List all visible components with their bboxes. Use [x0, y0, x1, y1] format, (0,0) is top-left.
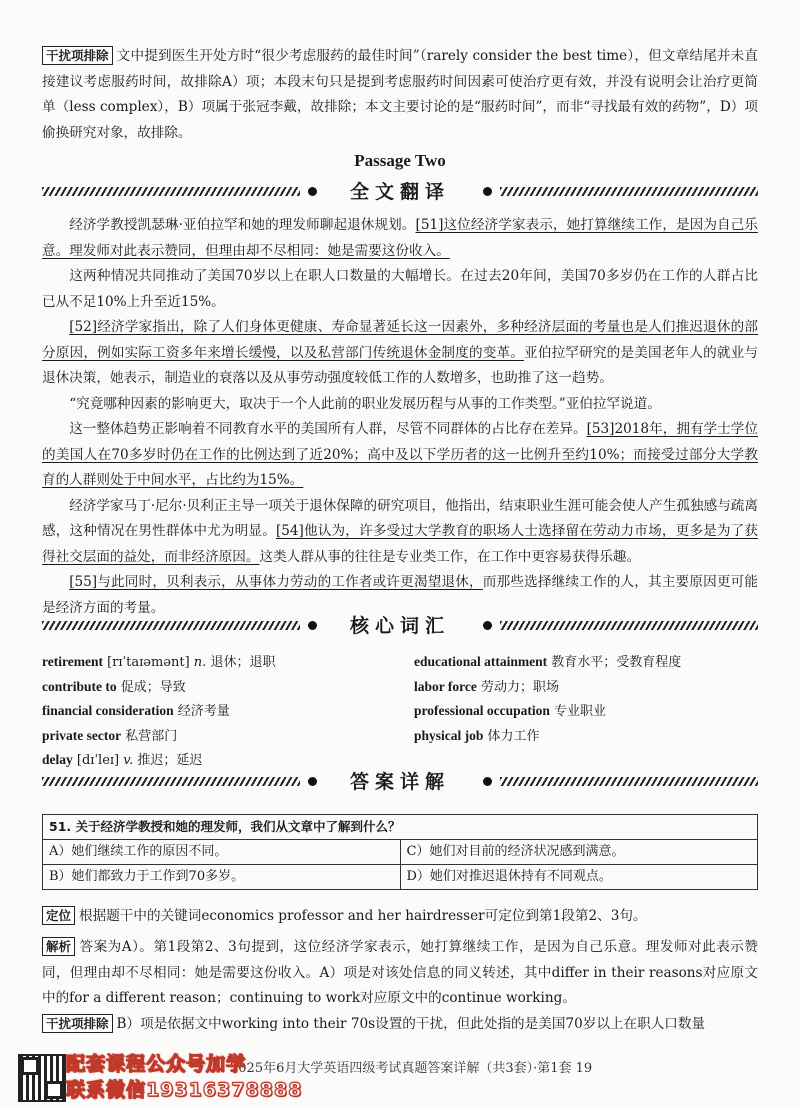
- footer: [0, 1054, 800, 1108]
- banner-hatch-right: [500, 187, 758, 196]
- distractor-paragraph: [42, 1012, 758, 1038]
- translation-paragraph: 经济学家马丁·尼尔·贝利正主导一项关于退休保障的研究项目，他指出，结束职业生涯可能会使人产生孤独感与疏离感，这种情况在男性群体中尤为明显。[54]他认为，许多受过大学教育的职场人士选择留在劳动力市场，更多是为了获得社交层面的益处，而非经济原因。这类人群从事的往往是专业类工作，在工作中更容易获得乐趣。: [42, 497, 758, 565]
- option-b: B）她们都致力于工作到70多岁。: [43, 865, 401, 890]
- vocab-item: physical job 体力工作: [414, 727, 540, 744]
- distractor-tag: 干扰项排除: [42, 46, 113, 65]
- vocab-item: educational attainment 教育水平；受教育程度: [414, 654, 682, 670]
- distractor-text: B）项是依据文中working into their 70s设置的干扰，但此处指的是美国70岁以上在职人口数量: [116, 1016, 706, 1032]
- vocab-item: private sector 私营部门: [42, 727, 178, 744]
- vocab-item: retirement [rɪˈtaɪəmənt] n. 退休；退职: [42, 654, 276, 670]
- banner-dot-icon: [308, 777, 317, 786]
- locate-tag: 定位: [42, 906, 75, 925]
- section-banner-vocab: [42, 611, 758, 641]
- section-title: 答案详解: [349, 771, 450, 793]
- intro-text: 文中提到医生开处方时“很少考虑服药的最佳时间”（rarely consider the best time），但文章结尾并未直接建议考虑服药时间，故排除A）项；本段末句只是提到考虑服药时间因素可使治疗更有效，并没有说明会让治疗更简单（less complex），B）项属于张冠李戴，故排除；本文主要讨论的是“服药时间”，而非“寻找最有效的药物”，D）项偷换研究对象，故排除。: [42, 48, 758, 141]
- translation-paragraph: 经济学教授凯瑟琳·亚伯拉罕和她的理发师聊起退休规划。[51]这位经济学家表示，她打算继续工作，是因为自己乐意。理发师对此表示赞同，但理由却不尽相同：她是需要这份收入。: [42, 217, 758, 259]
- banner-dot-icon: [308, 187, 317, 196]
- banner-hatch-left: [42, 187, 300, 196]
- section-title: 全文翻译: [349, 181, 450, 203]
- section-banner-translation: [42, 177, 758, 207]
- translation-body: [42, 213, 758, 621]
- promo-watermark: 配套课程公众号加学: [66, 1053, 247, 1075]
- translation-paragraph: [52]经济学家指出，除了人们身体更健康、寿命显著延长这一因素外，多种经济层面的考量也是人们推迟退休的部分原因，例如实际工资多年来增长缓慢，以及私营部门传统退休金制度的变革。亚伯拉罕研究的是美国老年人的就业与退休决策，她表示，制造业的衰落以及从事劳动强度较低工作的人数增多，也助推了这一趋势。: [42, 319, 759, 386]
- banner-dot-icon: [483, 777, 492, 786]
- vocab-item: delay [dɪˈleɪ] v. 推迟；延迟: [42, 752, 203, 768]
- translation-paragraph: 这两种情况共同推动了美国70岁以上在职人口数量的大幅增长。在过去20年间，美国70多岁仍在工作的人群占比已从不足10%上升至近15%。: [42, 268, 758, 310]
- vocab-item: financial consideration 经济考量: [42, 703, 230, 719]
- vocab-column-right: [414, 650, 758, 748]
- analysis-paragraph: [42, 935, 758, 1012]
- option-d: D）她们对推迟退休持有不同观点。: [400, 865, 758, 890]
- option-a: A）她们继续工作的原因不同。: [43, 840, 401, 865]
- section-title: 核心词汇: [349, 615, 450, 637]
- option-c: C）她们对目前的经济状况感到满意。: [400, 840, 758, 865]
- translation-paragraph: 这一整体趋势正影响着不同教育水平的美国所有人群，尽管不同群体的占比存在差异。[53]2018年，拥有学士学位的美国人在70多岁时仍在工作的比例达到了近20%；高中及以下学历者的这一比例升至约10%；而接受过部分大学教育的人群则处于中间水平，占比约为15%。: [42, 421, 759, 488]
- banner-hatch-right: [500, 621, 758, 630]
- intro-paragraph: [42, 44, 758, 146]
- translation-paragraph: “究竟哪种因素的影响更大，取决于一个人此前的职业发展历程与从事的工作类型。”亚伯拉罕说道。: [69, 395, 661, 412]
- page-info: 2025年6月大学英语四级考试真题答案详解（共3套）·第1套 19: [230, 1061, 593, 1076]
- banner-hatch-left: [42, 621, 300, 630]
- locate-paragraph: [42, 904, 758, 930]
- translation-paragraph: [55]与此同时，贝利表示，从事体力劳动的工作者或许更渴望退休，而那些选择继续工作的人，其主要原因更可能是经济方面的考量。: [42, 574, 758, 616]
- promo-watermark: 联系微信19316378888: [66, 1079, 303, 1101]
- question-table: [42, 814, 758, 890]
- vocab-item: professional occupation 专业职业: [414, 703, 607, 719]
- banner-hatch-right: [500, 777, 758, 786]
- banner-dot-icon: [483, 621, 492, 630]
- vocab-column-left: [42, 650, 402, 773]
- banner-dot-icon: [308, 621, 317, 630]
- question-stem: 51. 关于经济学教授和她的理发师，我们从文章中了解到什么？: [43, 815, 758, 840]
- vocab-item: labor force 劳动力；职场: [414, 678, 560, 695]
- distractor-tag: 干扰项排除: [42, 1014, 113, 1033]
- analysis-text: 答案为A）。第1段第2、3句提到，这位经济学家表示，她打算继续工作，是因为自己乐意。理发师对此表示赞同，但理由却不尽相同：她是需要这份收入。A）项是对该处信息的同义转述，其中differ in their reasons对应原文中的for a different reason；continuing to work对应原文中的continue working。: [42, 939, 758, 1006]
- section-banner-answers: [42, 767, 758, 797]
- banner-hatch-left: [42, 777, 300, 786]
- passage-title: Passage Two: [354, 151, 446, 170]
- banner-dot-icon: [483, 187, 492, 196]
- qr-code-icon: [18, 1054, 66, 1102]
- locate-text: 根据题干中的关键词economics professor and her hairdresser可定位到第1段第2、3句。: [79, 908, 647, 924]
- analysis-tag: 解析: [42, 937, 75, 956]
- vocab-item: contribute to 促成；导致: [42, 678, 186, 695]
